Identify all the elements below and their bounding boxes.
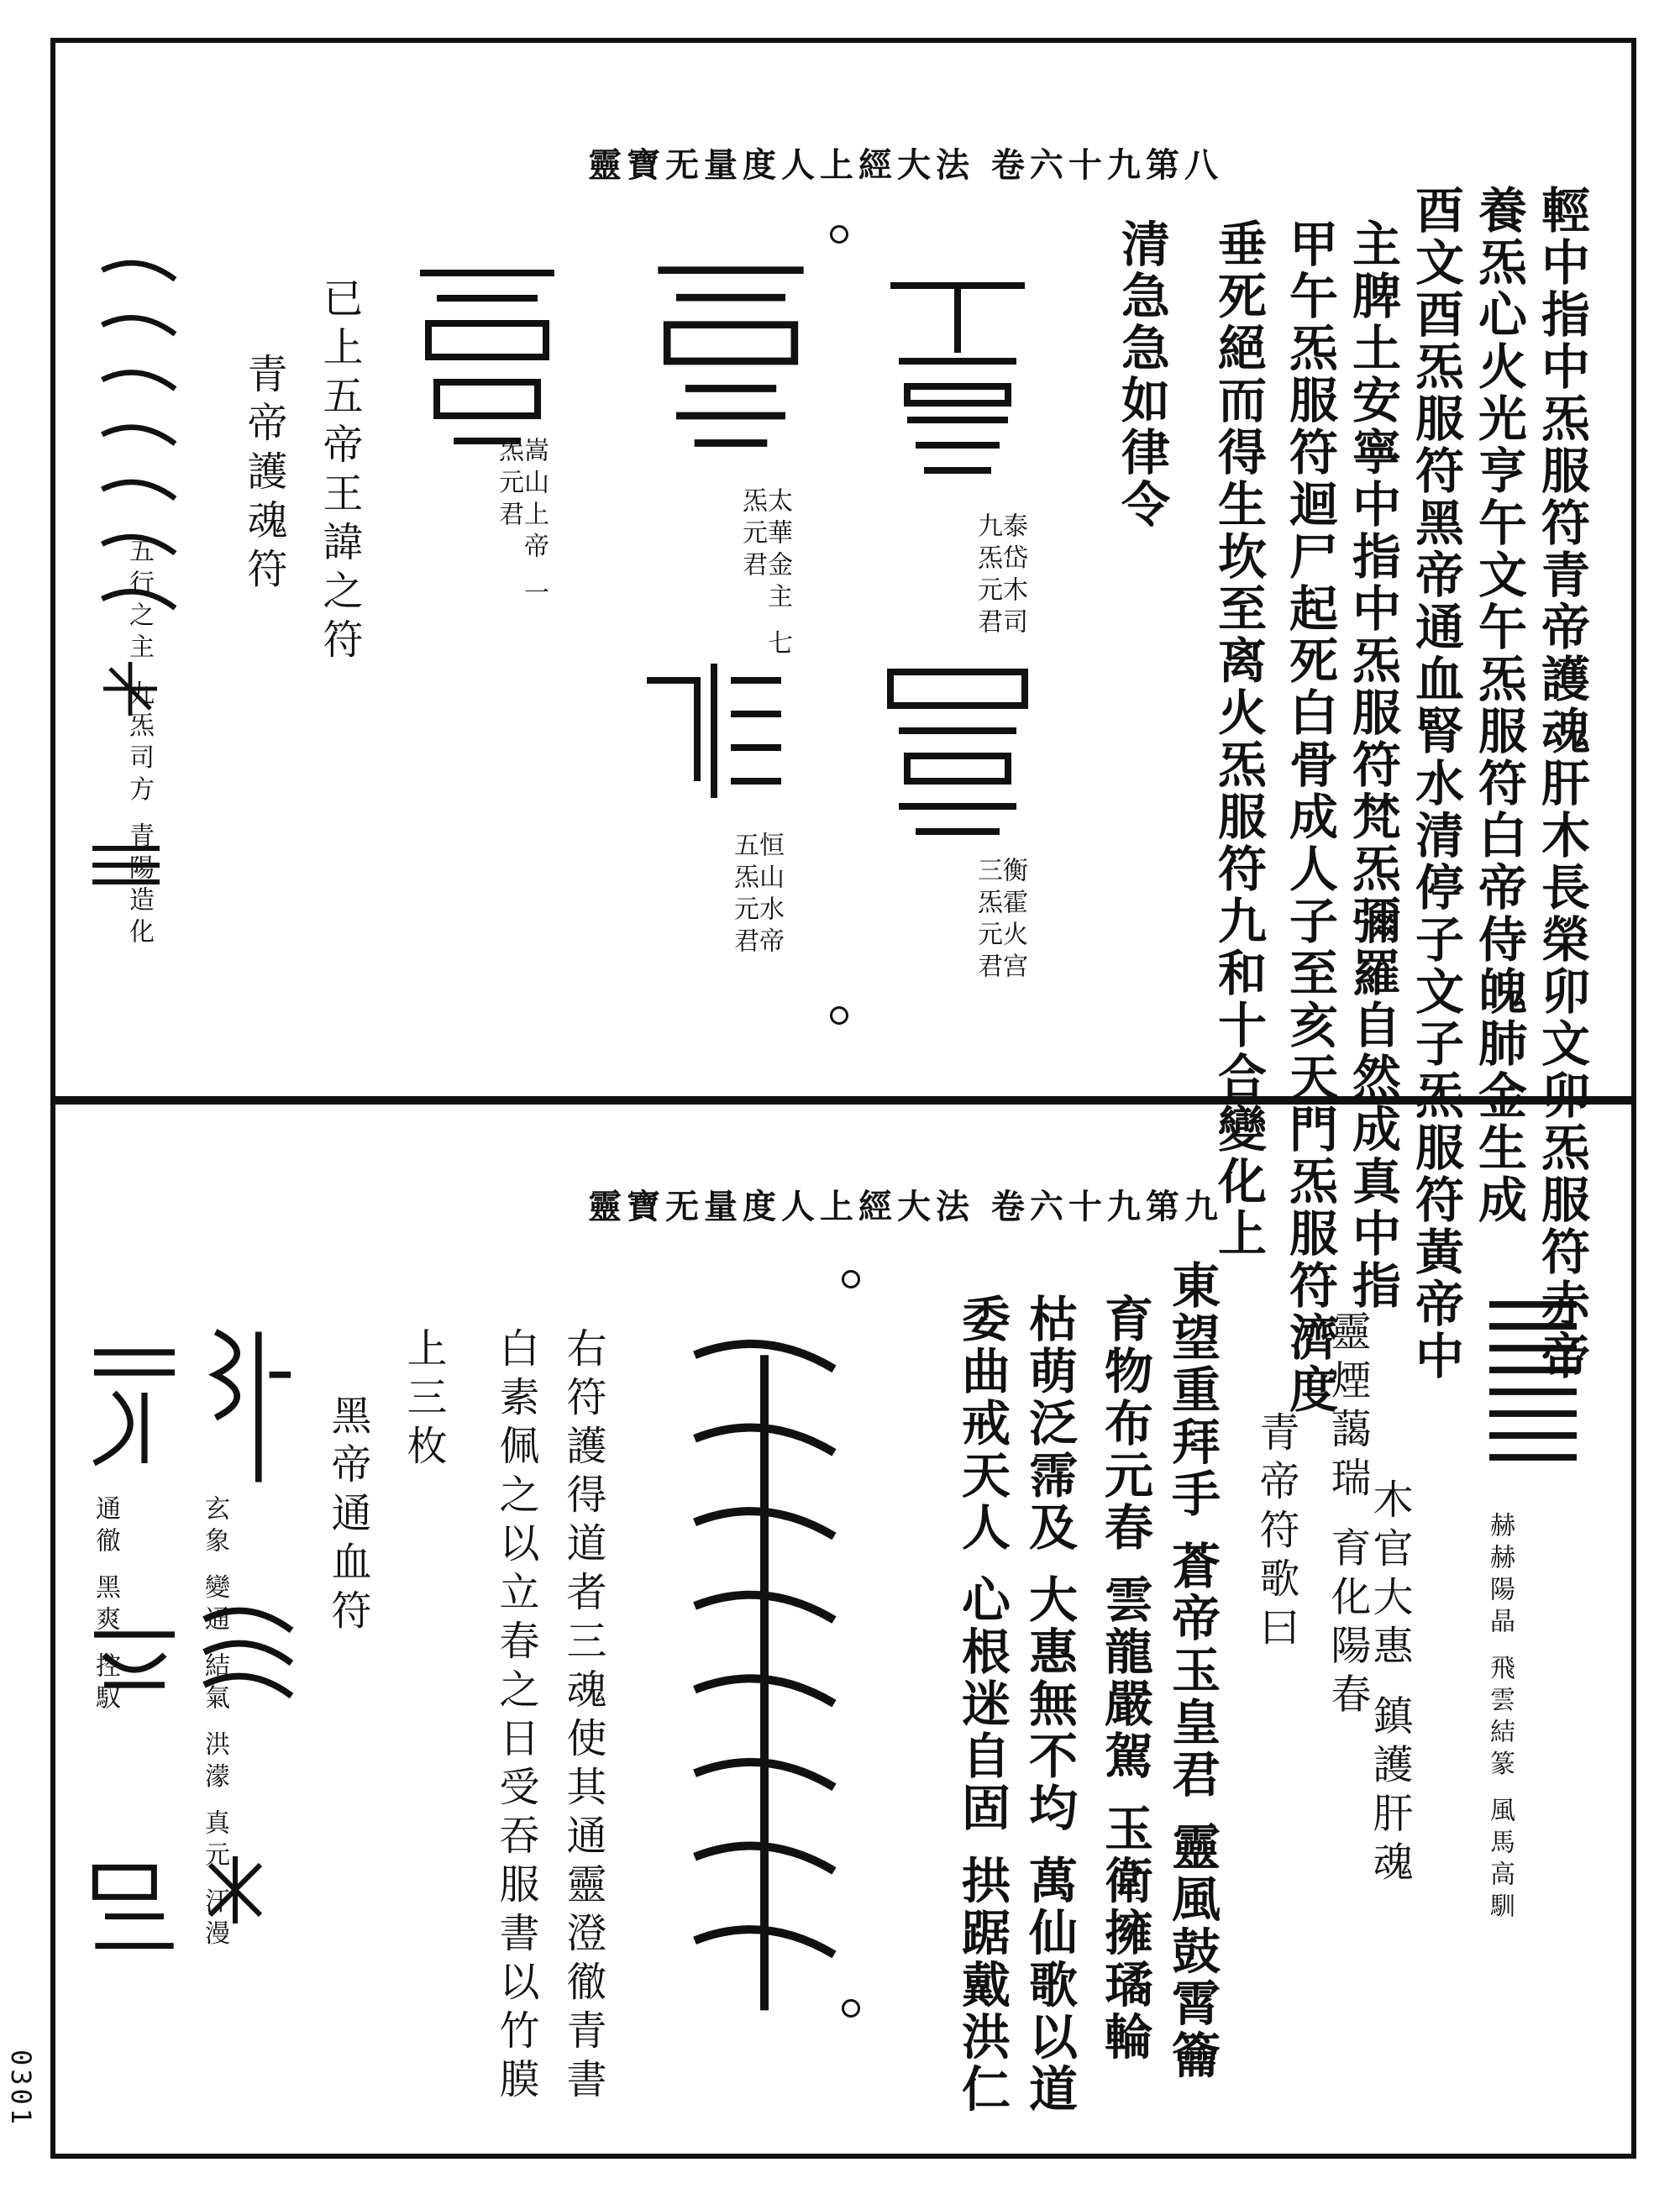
bottom-text-col-11: 上三枚: [400, 1327, 447, 1473]
bottom-text-col-8: 委曲戒天人 心根迷自固 拱踞戴洪仁: [953, 1294, 1011, 2116]
talisman-heidi-upper-icon: [193, 1310, 302, 1504]
top-circle-mark-lower: [830, 1006, 848, 1025]
label-taishan: 泰岱木司 九炁元君: [973, 512, 1027, 640]
label-wuxing: 五行之主 九炁司方 青陽造化: [124, 538, 154, 951]
top-text-col-3: 酉文酉炁服符黑帝通血腎水清停子文子炁服符黃帝中: [1407, 185, 1464, 1383]
top-text-col-2: 養炁心火光亨午文午炁服符白帝侍魄肺金生成: [1470, 185, 1527, 1226]
talisman-songshan-icon: [403, 252, 571, 462]
top-header: 靈寶无量度人上經大法 卷六十九第八: [588, 145, 1223, 185]
top-text-col-5: 甲午炁服符迴尸起死白骨成人子至亥天門炁服符濟度: [1281, 218, 1338, 1416]
talisman-qingdi-hufu-long-icon: [680, 1327, 848, 2024]
top-circle-mark-upper: [830, 225, 848, 244]
talisman-tongche-upper-icon: [84, 1327, 185, 1478]
talisman-taishan-icon: [874, 269, 1042, 487]
talisman-taihua-icon: [638, 252, 823, 470]
bottom-circle-mark-upper: [842, 1270, 860, 1288]
page-number: 0301: [5, 2049, 37, 2128]
top-text-col-4: 主脾土安寧中指中炁服符梵炁彌羅自然成真中指: [1344, 218, 1401, 1312]
top-text-col-7: 清急急如律令: [1113, 218, 1170, 531]
bottom-text-col-2: 木官大惠 鎮護肝魂: [1366, 1478, 1413, 1890]
bottom-text-col-9: 右符護得道者三魂使其通靈澄徹青書: [559, 1327, 606, 2107]
bottom-heidi-notes: 玄象 變通 結氣 洪濛 真元 汗漫: [200, 1495, 229, 1952]
talisman-qingdi-large-icon: [1478, 1294, 1588, 1512]
bottom-text-col-5: 東望重拜手 蒼帝玉皇君 靈風鼓霄籥: [1163, 1260, 1221, 2082]
label-wudi-summary: 已上五帝王諱之符: [316, 277, 363, 667]
bottom-text-col-1: 赫赫陽晶 飛雲結篆 風馬高馴: [1485, 1512, 1515, 1925]
label-songshan: 嵩山上帝 一炁元君: [494, 437, 549, 611]
label-hengshan: 恒山水帝 五炁元君: [729, 832, 784, 959]
top-text-col-1: 輕中指中炁服符青帝護魂肝木長榮卯文卯炁服符赤帝: [1533, 185, 1590, 1383]
bottom-text-col-7: 枯萌泛霈及 大惠無不均 萬仙歌以道: [1021, 1294, 1078, 2116]
bottom-text-col-10: 白素佩之以立春之日受吞服書以竹膜: [492, 1327, 539, 2107]
label-henghuo: 衡霍火宫 三炁元君: [973, 857, 1027, 984]
top-text-col-6: 垂死絕而得生坎至离火炁服符九和十合變化上: [1210, 218, 1267, 1260]
label-qingdi-hunfu: 青帝護魂符: [240, 353, 287, 596]
bottom-header: 靈寶无量度人上經大法 卷六十九第九: [588, 1187, 1223, 1226]
bottom-text-col-4: 青帝符歌曰: [1252, 1411, 1299, 1655]
bottom-text-col-6: 育物布元春 雲龍嚴駕 玉衛擁璚輪: [1096, 1294, 1153, 2064]
bottom-text-col-3: 靈煙藹瑞 育化陽春: [1324, 1310, 1371, 1722]
bottom-tongche-notes: 通徹 黑爽 控馭: [91, 1495, 120, 1717]
bottom-text-col-12: 黑帝通血符: [324, 1394, 371, 1638]
talisman-hengshan-icon: [630, 647, 798, 815]
talisman-henghuo-icon: [874, 655, 1042, 857]
label-taihua: 太華金主 七炁元君: [738, 487, 792, 662]
